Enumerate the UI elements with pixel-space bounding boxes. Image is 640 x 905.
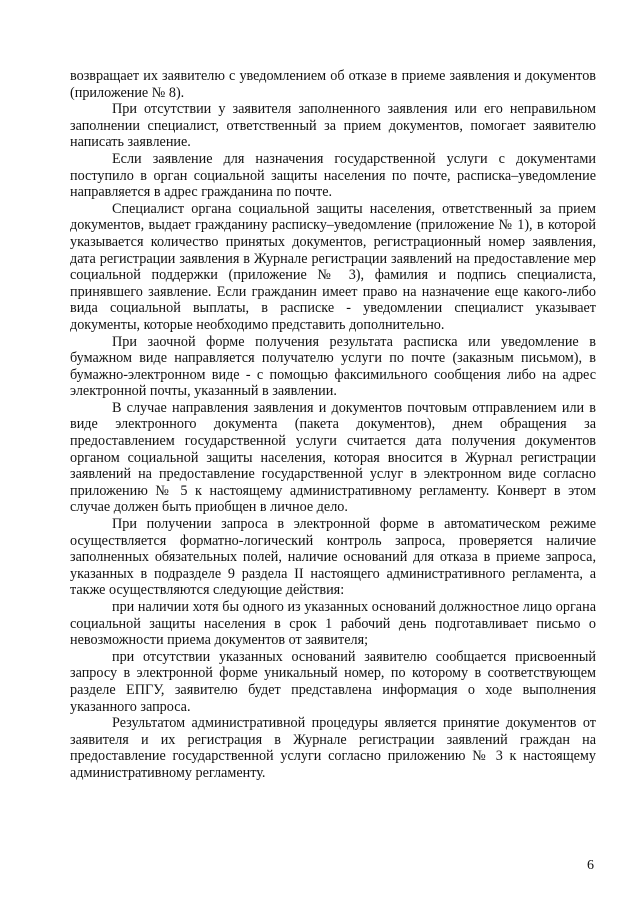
paragraph-electronic-request: При получении запроса в электронной форме в автоматическом режиме осуществляется форматно-логический контроль запроса, проверяется наличие заполненных обязательных полей, наличие оснований для отказа в приеме запроса, указанных в подразделе 9 раздела II настоящего административного регламента, а также осуществляются следующие действия: <box>70 516 596 599</box>
paragraph-mail-electronic: В случае направления заявления и документов почтовым отправлением или в виде электронного документа (пакета документов), днем обращения за предоставлением государственной услуги считается дата получения документов органом социальной защиты населения, которая вносится в Журнал регистрации заявлений на предоставление государственной услуг в электронном виде согласно приложению № 5 к настоящему административному регламенту. Конверт в этом случае должен быть приобщен в личное дело. <box>70 399 596 516</box>
paragraph-grounds-absent: при отсутствии указанных оснований заявителю сообщается присвоенный запросу в электронной форме уникальный номер, по которому в соответствующем разделе ЕПГУ, заявителю будет представлена информация о ходе выполнения указанного запроса. <box>70 648 596 715</box>
page-number: 6 <box>587 858 594 873</box>
paragraph-grounds-present: при наличии хотя бы одного из указанных оснований должностное лицо органа социальной защиты населения в срок 1 рабочий день подготавливает письмо о невозможности приема документов от заявителя; <box>70 599 596 649</box>
paragraph-return-documents: возвращает их заявителю с уведомлением об отказе в приеме заявления и документов (приложение № 8). <box>70 68 596 101</box>
paragraph-receipt-notice: Специалист органа социальной защиты населения, ответственный за прием документов, выдает гражданину расписку–уведомление (приложение № 1), в которой указывается количество принятых документов, регистрационный номер заявления, дата регистрации заявления в Журнале регистрации заявлений на предоставление мер социальной поддержки (приложение № 3), фамилия и подпись специалиста, принявшего заявление. Если гражданин имеет право на назначение еще какого-либо вида социальной выплаты, в расписке - уведомлении специалист указывает документы, которые необходимо представить дополнительно. <box>70 200 596 333</box>
paragraph-postal-application: Если заявление для назначения государственной услуги с документами поступило в орган социальной защиты населения по почте, расписка–уведомление направляется в адрес гражданина по почте. <box>70 150 596 201</box>
paragraph-procedure-result: Результатом административной процедуры является принятие документов от заявителя и их регистрация в Журнале регистрации заявлений граждан на предоставление государственной услуги согласно приложению № 3 к настоящему административному регламенту. <box>70 715 596 781</box>
paragraph-no-application: При отсутствии у заявителя заполненного заявления или его неправильном заполнении специалист, ответственный за прием документов, помогает заявителю написать заявление. <box>70 101 596 151</box>
document-page <box>70 68 596 782</box>
paragraph-remote-result: При заочной форме получения результата расписка или уведомление в бумажном виде направляется получателю услуги по почте (заказным письмом), в бумажно-электронном виде - с помощью факсимильного сообщения либо на адрес электронной почты, указанный в заявлении. <box>70 333 596 400</box>
